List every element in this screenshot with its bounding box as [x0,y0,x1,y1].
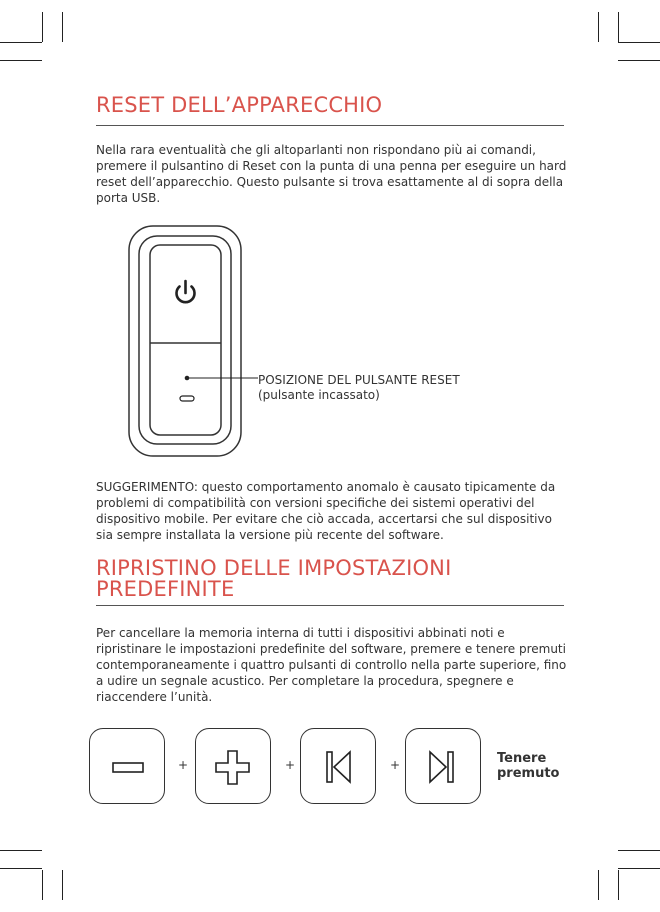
crop-mark [618,868,660,869]
hold-label-line1: Tenere [497,751,547,766]
hold-label-line2: premuto [497,766,560,781]
plus-separator: + [285,758,296,772]
tip-paragraph: SUGGERIMENTO: questo comportamento anomalo è causato tipicamente da problemi di compatibilità con versioni specifiche dei sistemi operativi del dispositivo mobile. Per evitare che ciò accada, accertarsi che sul dispositivo sia sempre installata la versione più recente del software. [96,480,556,542]
crop-mark [618,60,660,61]
restore-heading-rule [96,605,564,606]
power-icon [177,281,195,302]
usb-port-icon [180,396,194,401]
crop-mark [0,60,42,61]
minus-icon [90,729,163,802]
device-button-face [150,245,221,435]
crop-mark [42,870,43,900]
reset-heading-rule [96,125,564,126]
restore-heading-line2: PREDEFINITE [96,577,235,601]
crop-mark [618,42,660,43]
crop-mark [42,12,43,42]
crop-mark [618,870,619,900]
plus-icon [196,729,269,802]
minus-button [89,728,165,804]
previous-button [300,728,376,804]
crop-mark [0,42,42,43]
reset-hole-icon [185,376,190,381]
crop-mark [0,868,42,869]
crop-mark [598,12,599,42]
crop-mark [598,870,599,900]
reset-location-sublabel: (pulsante incassato) [258,388,380,402]
plus-separator: + [178,758,189,772]
device-diagram [125,223,525,458]
crop-mark [62,870,63,900]
reset-location-label: POSIZIONE DEL PULSANTE RESET [258,373,460,387]
previous-icon [301,729,374,802]
crop-mark [618,850,660,851]
restore-paragraph: Per cancellare la memoria interna di tutti i dispositivi abbinati noti e ripristinare le impostazioni predefinite del software, premere e tenere premuti contemporaneamente i quattro pulsanti di controllo nella parte superiore, fino a udire un segnale acustico. Per completare la procedura, spegnere e riaccendere l’unità. [96,626,567,704]
crop-mark [0,850,42,851]
device-outer-shell [129,226,241,456]
reset-paragraph: Nella rara eventualità che gli altoparlanti non rispondano più ai comandi, premere il pulsantino di Reset con la punta di una penna per eseguire un hard reset dell’apparecchio. Questo pulsante si trova esattamente al di sopra della porta USB. [96,143,567,205]
crop-mark [618,12,619,42]
restore-heading-line1: RIPRISTINO DELLE IMPOSTAZIONI [96,556,452,580]
plus-separator: + [390,758,401,772]
reset-heading: RESET DELL’APPARECCHIO [96,93,383,117]
plus-button [195,728,271,804]
device-inner-panel [139,236,231,444]
next-button [405,728,481,804]
next-icon [406,729,479,802]
crop-mark [62,12,63,42]
